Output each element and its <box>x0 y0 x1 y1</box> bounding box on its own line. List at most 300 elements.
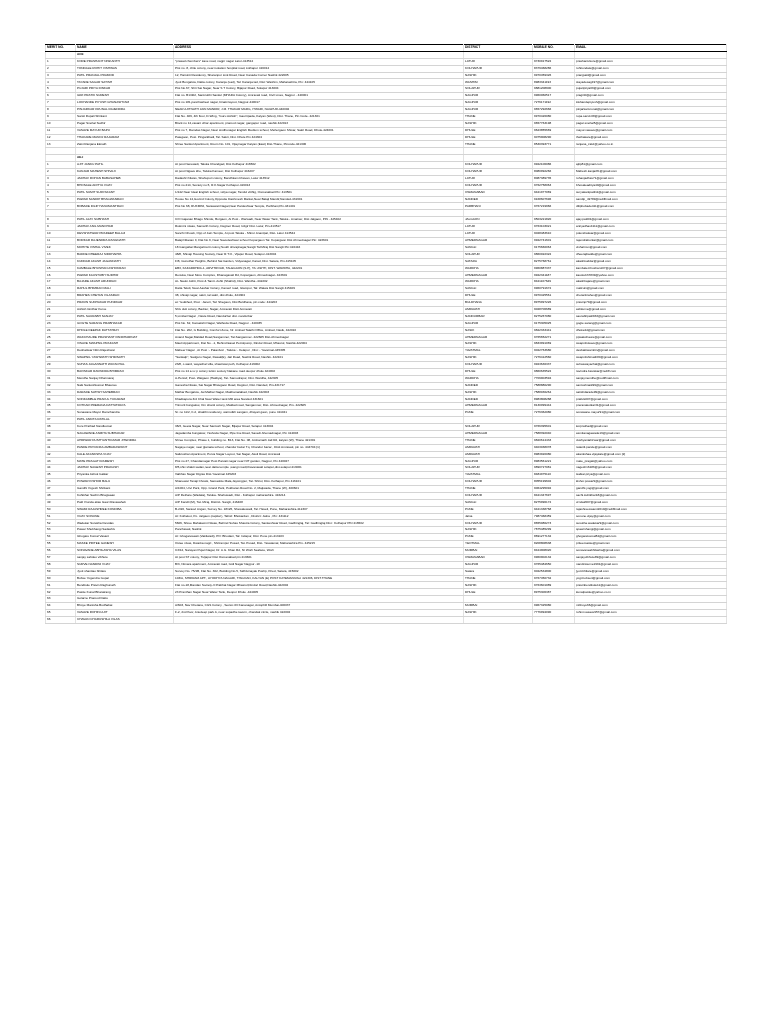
table-row <box>46 258 727 265</box>
merit-no-cell: 10 <box>46 231 76 238</box>
address-cell: Malhar Bungalow, Jai Malhar Nagar, Makhamalabad, Nashik 422003 <box>174 389 464 396</box>
address-cell: Plot no.27, Chandamagar Post Parvati nagar near NIT garden, Nagpur, Pin 440027 <box>174 458 464 465</box>
mobile-cell: 9028483610 <box>533 231 575 238</box>
mobile-cell: 9960791672 <box>533 286 575 293</box>
email-cell: priteemaske@gmail.com <box>575 541 727 548</box>
email-cell: pranjpatil@gmail.com <box>575 72 727 79</box>
district-cell <box>464 51 533 58</box>
table-row <box>46 224 727 231</box>
address-cell: at: Yeulkhed, Post : Janori, Tal: Shegaon, Dist Buldhana, pin code: 444203 <box>174 299 464 306</box>
email-cell: ppwakchaure@gmail.com <box>575 334 727 341</box>
name-cell: SURVE NANDINI VIJAY <box>76 561 174 568</box>
address-cell: C/O Gajanan Bhagu Shinde, Borgaon, At Post - Warwadi, Near Water Tank, Taluka - Amalner, Dist Jalgaon, PIN - 425402 <box>174 217 464 224</box>
mobile-cell: 8055199602 <box>533 479 575 486</box>
address-cell: Plot no.214, Society no.5, R.K.Nagar Kolhapur-416013 <box>174 182 464 189</box>
district-cell: DHULE <box>464 134 533 141</box>
email-cell: suryakantpatil11@gmail.com <box>575 189 727 196</box>
mobile-cell: 9960887337 <box>533 265 575 272</box>
name-cell: sanjay sahdeo vibhute <box>76 554 174 561</box>
merit-no-cell: 6 <box>46 196 76 203</box>
email-cell <box>575 210 727 217</box>
table-row <box>46 113 727 120</box>
address-cell: C3/12, Narayan Pujari Nagar, Dr. A.G. Khan Rd, Nr Worli Seaface, Worli <box>174 548 464 555</box>
mobile-cell: 9175666063 <box>533 244 575 251</box>
merit-no-cell: 7 <box>46 203 76 210</box>
email-cell: mayur.vasave@gmail.com <box>575 127 727 134</box>
email-cell: pagar.snehal5@gmail.com <box>575 120 727 127</box>
table-row <box>46 72 727 79</box>
email-cell: saurabhpatil933@gmail.com <box>575 313 727 320</box>
email-cell: gandhi.yogi@gmail.com <box>575 486 727 493</box>
district-cell: WASHIM <box>464 79 533 86</box>
district-cell: THANE <box>464 141 533 148</box>
address-cell: 23 Pranthan Nagar Near Water Tank, Deopur Dhule -424005 <box>174 589 464 596</box>
table-row <box>46 348 727 355</box>
district-cell: OSMANABAD <box>464 189 533 196</box>
mobile-cell: 8421107649 <box>533 279 575 286</box>
district-cell: SANGLI <box>464 286 533 293</box>
district-cell: THANE <box>464 486 533 493</box>
district-cell: AHMEDNAGAR <box>464 403 533 410</box>
email-cell: vrnda2007@gmail.com <box>575 499 727 506</box>
address-cell: Shree Complex, Phase 1, building no. B13, Flat No. 08, Ambarnath Jail Rd, kalyan (W), Thane 421301 <box>174 437 464 444</box>
address-cell: Dadashri Niwas, Shahupuri colony, Bandhkam bhavan, Latur 413512 <box>174 175 464 182</box>
address-cell <box>174 210 464 217</box>
mobile-cell: 9922106086 <box>533 162 575 169</box>
mobile-cell: 7276171192 <box>533 100 575 107</box>
email-cell: chetanbrahes@gmail.com <box>575 293 727 300</box>
email-cell: sandip_n9789@rediffmail.com <box>575 196 727 203</box>
district-cell: YAVATMAL <box>464 348 533 355</box>
district-cell: JALGAON <box>464 217 533 224</box>
name-cell: BAJARE AKASH ARUNRAO <box>76 279 174 286</box>
name-cell: Mendhe Sanjay Dharmaraj <box>76 375 174 382</box>
email-cell: akashkuddar@gmail.com <box>575 258 727 265</box>
name-cell: SWAPNIL YASHWATH SHIRSATH <box>76 355 174 362</box>
district-cell: KOLHAPUR <box>464 65 533 72</box>
address-cell: Shanewar Tanaji Chowk, Samadole Mala,Jaysingpur, Tal- Shirol, Dist- Kolhapur, Pin 416101 <box>174 479 464 486</box>
merit-no-cell: 45 <box>46 472 76 479</box>
table-row <box>46 458 727 465</box>
email-cell: ravindra.baviskar@rediff.com <box>575 368 727 375</box>
address-cell: A/P Rethare (Wadala), Taluka- Shahuwadi, Dist - Kolhapur maharashtra. 416214 <box>174 492 464 499</box>
merit-no-cell <box>46 148 76 155</box>
email-cell: pinjarkar.krunal@gmail.com <box>575 107 727 114</box>
district-cell: NASHIK <box>464 527 533 534</box>
district-cell: BULDHANA <box>464 299 533 306</box>
address-cell: At: Ghogarewasti (Vakilwadi), PO: Bhodani, Tal: Indapur, Dist: Pune pin-413103 <box>174 534 464 541</box>
mobile-cell: 8421347697 <box>533 492 575 499</box>
name-cell: LOKHANDE PIYUSH GHANASHYAM <box>76 100 174 107</box>
address-cell: A/1004, Urvi Park, Opp. Grand Park, Pokharan Road No. 2, Majiwada, Thane (W), 400601 <box>174 486 464 493</box>
name-cell: Bhoye Manisha Budhabai <box>76 603 174 610</box>
email-cell: akashbajare@gmail.com <box>575 279 727 286</box>
district-cell: AMRAVATI <box>464 444 533 451</box>
email-cell: kunalpatole@yahoo.co.in <box>575 589 727 596</box>
name-cell: CHAVAN CHARUSHILA VILAS <box>76 616 174 623</box>
email-cell: satishdarade99@gmail.com <box>575 389 727 396</box>
name-cell: BOBADE DILIP HANUMANTRAO <box>76 203 174 210</box>
merit-no-cell <box>46 210 76 217</box>
district-cell: PUNE <box>464 534 533 541</box>
name-cell: Sonawane Mayur Ramchandra <box>76 410 174 417</box>
table-row <box>46 582 727 589</box>
email-cell: mbhoye66@gmail.com <box>575 603 727 610</box>
table-row <box>46 293 727 300</box>
table-row <box>46 327 727 334</box>
name-cell: VISAVE SWAPNIL PRAKASH <box>76 341 174 348</box>
name-cell: PATIL PRANJAL PRAMOD <box>76 72 174 79</box>
mobile-cell: 8975306387 <box>533 589 575 596</box>
email-cell: isalkar.priya@gmail.com <box>575 472 727 479</box>
table-row <box>46 444 727 451</box>
table-row <box>46 499 727 506</box>
merit-no-cell: 14 <box>46 258 76 265</box>
district-cell: YEOTMAL <box>464 541 533 548</box>
address-cell: B/3, Nimara apartment, Amravati road, Gidi Nagar Nagpur -10 <box>174 561 464 568</box>
address-cell: Shiv dutt colony, Badnur, Nagar, Amravati Distt Amravati <box>174 306 464 313</box>
name-cell: KAMBALE BHUSHAN ASHOKRAO <box>76 265 174 272</box>
email-cell: anil.jadhav4111@gmail.com <box>575 224 727 231</box>
email-cell: jyoti.bhilare@gmail.com <box>575 568 727 575</box>
email-cell <box>575 148 727 155</box>
email-cell: kambale.bhushan107@gmail.com <box>575 265 727 272</box>
district-cell: KOLHAPUR <box>464 182 533 189</box>
table-row <box>46 534 727 541</box>
mobile-cell: 9960902132 <box>533 554 575 561</box>
email-cell: kaustubh7839@yahoo.com <box>575 272 727 279</box>
name-cell: KOTKAR PRERANA DATTATRAYA <box>76 403 174 410</box>
table-row <box>46 189 727 196</box>
merit-no-cell: 26 <box>46 341 76 348</box>
mobile-cell: 8655086273 <box>533 520 575 527</box>
mobile-cell: 9623855669 <box>533 127 575 134</box>
table-row <box>46 541 727 548</box>
table-row <box>46 320 727 327</box>
name-cell: PUJARI PRIYA DINKAR <box>76 86 174 93</box>
table-row <box>46 51 727 58</box>
address-cell: Anand Nagar,Maldad Road,Sangamner, Tal-Sangamner- 422605 Dist-Ahmednagar <box>174 334 464 341</box>
district-cell: SOLAPUR <box>464 251 533 258</box>
table-row <box>46 368 727 375</box>
address-cell: A-Period; Post- Waigaon (Haldiya), Tal- Samudrapur, Dist. Wardha, 442305 <box>174 375 464 382</box>
name-cell: Pawar Shubhangi Sadashiv <box>76 527 174 534</box>
address-cell: 23/8, c-ward, wayachal villa, shastrawi peth, Kolhapur-416002 <box>174 361 464 368</box>
address-cell: Flat no-18,Mandan Society-3 Prabhat Nagar Mhasrul,Dindori Road,Nashik-422004 <box>174 582 464 589</box>
mobile-cell: 9403038078 <box>533 444 575 451</box>
mobile-cell: 9763103021 <box>533 224 575 231</box>
name-cell: GOGTE SARANG PRABHAKAR <box>76 320 174 327</box>
mobile-cell: 8424908020 <box>533 548 575 555</box>
table-row <box>46 361 727 368</box>
address-cell: Renuka, Near More Complex, Dhanagavali Rd, Kopargaon, Ahmednagar- 423601 <box>174 272 464 279</box>
address-cell: Jagadamba bungalow, Yashoda Nagar, Pipe line Road, Savedi Ahemadnagar, Pin 414003 <box>174 430 464 437</box>
merit-list-sheet <box>45 44 726 624</box>
name-cell: PAWAR SANDIP BHAGWANRAO <box>76 196 174 203</box>
address-cell: "prasad chembers" kave road, nagpr nagar Latur-413512 <box>174 58 464 65</box>
mobile-cell: 9860635522 <box>533 368 575 375</box>
table-row <box>46 299 727 306</box>
table-row <box>46 58 727 65</box>
merit-no-cell: 50 <box>46 506 76 513</box>
email-cell: Mahesh.kanjar81@gmail.com <box>575 169 727 176</box>
table-row <box>46 306 727 313</box>
address-cell: Ostee nivas, Dwarka nagri , Shrirampur Pusad, Tal- Pusad, Dist- Yavatamal, Maharashtra Pin- 445215 <box>174 541 464 548</box>
address-cell: Plot No. 62, Kamakshi Nagar, Wathoda Road, Nagpur - 440035 <box>174 320 464 327</box>
table-row <box>46 430 727 437</box>
merit-no-cell: 1 <box>46 162 76 169</box>
merit-no-cell: 62 <box>46 589 76 596</box>
email-cell: spawrshangi@gmail.com <box>575 527 727 534</box>
email-cell: prashantvkore@gmail.com <box>575 58 727 65</box>
address-cell: NEAR AJITNATH JAIN MANDIR, J.M. THAKAR MARG, ITWARI, NAGPUR-440002 <box>174 107 464 114</box>
mobile-cell: 9064295092 <box>533 486 575 493</box>
district-cell: LATUR <box>464 58 533 65</box>
name-cell: DHOLE DEEPAK DATTATRAY <box>76 327 174 334</box>
merit-no-cell: 34 <box>46 396 76 403</box>
name-cell: TAYADE SAGAR SATISH <box>76 79 174 86</box>
merit-no-cell: 4 <box>46 182 76 189</box>
name-cell: Priyanka Ashok Isalkar <box>76 472 174 479</box>
table-row <box>46 93 727 100</box>
district-cell: NASHIK <box>464 582 533 589</box>
district-cell: SOLAPUR <box>464 423 533 430</box>
merit-no-cell: 48 <box>46 492 76 499</box>
address-cell: At: Kolhekot, Po. Jalgaon (capital ), Tahsil: Bhokardan , District: Jalna , Pin: 431112 <box>174 513 464 520</box>
email-cell <box>575 417 727 424</box>
district-cell: LATUR <box>464 175 533 182</box>
merit-no-cell: 58 <box>46 561 76 568</box>
name-cell: THAKARE MANOJ RAJARAM <box>76 134 174 141</box>
district-cell: MUMBAI <box>464 603 533 610</box>
merit-no-cell: 11 <box>46 127 76 134</box>
address-cell: Maheer Nagar , At Post :- Patanbori , Taluka :- Kelapur , Dist :- Yavatmal-445305 <box>174 348 464 355</box>
name-cell: PATIL AJAY SUBHASH <box>76 217 174 224</box>
address-cell: Plot No.67, Shri Sai Nagar, Near S T Colony, Bijapur Road, Solapur 413004 <box>174 86 464 93</box>
mobile-cell: 9175305025 <box>533 320 575 327</box>
address-cell: Rukmini niwas, Samarth Colony, Degloor Road, Udgir Dist. Latur, Pin-413517 <box>174 224 464 231</box>
name-cell: MATE PRAGATI RAMESH <box>76 458 174 465</box>
merit-no-cell: 61 <box>46 582 76 589</box>
table-row <box>46 237 727 244</box>
merit-no-cell: 15 <box>46 265 76 272</box>
mobile-cell: 9820614433 <box>533 437 575 444</box>
table-row <box>46 382 727 389</box>
district-cell: THANE <box>464 575 533 582</box>
mobile-cell: 8691277132 <box>533 534 575 541</box>
merit-no-cell: 38 <box>46 423 76 430</box>
name-cell: Patil Vrunda alias Gauri Ravasaheb <box>76 499 174 506</box>
email-cell: sonune.vijay@gmail.com <box>575 513 727 520</box>
address-cell: 103/A, SHRIRAM APT., AYODHYA NAGARI, TISGOAN, KALYAN (E) POST KATEMANIVALI 421306, DIST.THANE <box>174 575 464 582</box>
name-cell: MASKE PRITEE GANESH <box>76 541 174 548</box>
merit-no-cell: 54 <box>46 534 76 541</box>
merit-no-cell: 52 <box>46 520 76 527</box>
address-cell: Mauli Appartment, Flat No. -1, Behind Easel Petrolpump, Dindori Road, Mhasrul, Nashik-422004 <box>174 341 464 348</box>
mobile-cell <box>533 417 575 424</box>
mobile-cell: 8275996172 <box>533 499 575 506</box>
name-cell: VASAVE MAYUR BAPU <box>76 127 174 134</box>
merit-no-cell: 42 <box>46 451 76 458</box>
merit-no-cell: 53 <box>46 527 76 534</box>
merit-no-cell: 8 <box>46 107 76 114</box>
district-cell: YAVATMAL <box>464 472 533 479</box>
address-cell: 48/8, Shivaji Housing Society, Near R.T.O., Vijapur Road, Solapur-413004 <box>174 251 464 258</box>
header-mobile: MOBILE NO. <box>533 45 575 52</box>
merit-no-cell: 32 <box>46 382 76 389</box>
table-row <box>46 410 727 417</box>
email-cell: sanjaymendhe@rediffmail.com <box>575 375 727 382</box>
merit-no-cell: 21 <box>46 306 76 313</box>
district-cell: AHMEDNAGAR <box>464 237 533 244</box>
district-cell: WARDHA <box>464 279 533 286</box>
district-cell: NASHIK <box>464 389 533 396</box>
name-cell: Jyoti shantiao bhilare <box>76 568 174 575</box>
merit-no-cell <box>46 51 76 58</box>
mobile-cell: 9767450732 <box>533 575 575 582</box>
district-cell: NAGPUR <box>464 458 533 465</box>
district-cell: SATARA <box>464 258 533 265</box>
mobile-cell <box>533 155 575 162</box>
district-cell: NANDURBAR <box>464 313 533 320</box>
table-row <box>46 65 727 72</box>
address-cell: Jyoti Bungalow, Datta colony, Karanja (Lad), Tal: Karanja lad, Dist: Washim, Maharashtra, Pin: 444105 <box>174 79 464 86</box>
merit-no-cell: 43 <box>46 458 76 465</box>
name-cell: PRAVIN SUDHAKAR PUNDKAR <box>76 299 174 306</box>
mobile-cell: 9922341187 <box>533 272 575 279</box>
merit-no-cell: 13 <box>46 251 76 258</box>
mobile-cell: 9922741601 <box>533 237 575 244</box>
table-row <box>46 272 727 279</box>
address-cell <box>174 51 464 58</box>
table-row <box>46 561 727 568</box>
merit-no-cell: 13 <box>46 141 76 148</box>
merit-no-cell: 49 <box>46 499 76 506</box>
name-cell: SWAMI RAJASHREE KONDIBA <box>76 506 174 513</box>
district-cell: DHULE <box>464 127 533 134</box>
district-cell: KOLHAPUR <box>464 520 533 527</box>
table-row <box>46 127 727 134</box>
table-row <box>46 375 727 382</box>
email-cell: pravinp79@gmail.com <box>575 299 727 306</box>
address-cell: 38/3, Geeta Nagar, Near Santosh Nagar, Bijapur Road, Solapur 413004 <box>174 423 464 430</box>
table-row <box>46 568 727 575</box>
table-row <box>46 341 727 348</box>
table-row <box>46 86 727 93</box>
mobile-cell <box>533 596 575 603</box>
merit-no-cell: 8 <box>46 217 76 224</box>
name-cell: Patole Kunal Bharatrang <box>76 589 174 596</box>
name-cell: PATIL ANKITA RATILAL <box>76 417 174 424</box>
merit-no-cell: 9 <box>46 224 76 231</box>
mobile-cell: 9881208900 <box>533 86 575 93</box>
email-cell: sanjayvibhute89@gmail.com <box>575 554 727 561</box>
email-cell: thethakare@gmail.com <box>575 134 727 141</box>
address-cell: Flat No. 409, 4th floor, D-Wing, "Guru Ashish", Gaurripada, Kalyan (West), Dist. Thane, Pin Code- 421301 <box>174 113 464 120</box>
name-cell: Naik Santoshkumar Bhaurao <box>76 382 174 389</box>
email-cell: swapnilshirsath80@gmail.com <box>575 355 727 362</box>
district-cell: DHULE <box>464 368 533 375</box>
mobile-cell: 7776994090 <box>533 610 575 617</box>
email-cell: vishalmvn@gmail.com <box>575 244 727 251</box>
address-cell: Khadkapura 3rd Chal Near Water tank Mill area Nanded 431601 <box>174 396 464 403</box>
email-cell: korprathad@gmail.com <box>575 423 727 430</box>
name-cell: Wadekar Surekha Devidas <box>76 520 174 527</box>
email-cell: rohanjadhav71@gmail.com <box>575 175 727 182</box>
header-address: ADDRESS <box>174 45 464 52</box>
merit-no-cell: 7 <box>46 100 76 107</box>
district-cell: NAGPUR <box>464 320 533 327</box>
mobile-cell <box>533 148 575 155</box>
email-cell: lokhandepiyush@gmail.com <box>575 100 727 107</box>
merit-no-cell: 19 <box>46 293 76 300</box>
district-cell <box>464 417 533 424</box>
district-cell: NANDED <box>464 396 533 403</box>
district-cell: NANDED <box>464 382 533 389</box>
merit-no-cell: 60 <box>46 575 76 582</box>
district-cell: LATUR <box>464 224 533 231</box>
table-row <box>46 141 727 148</box>
email-cell: dhoke4d@gmail.com <box>575 327 727 334</box>
email-cell: rohitondale@gmail.com <box>575 65 727 72</box>
address-cell: EB3, KAKADDHRA-1, ARVITROAD, TALEGAON (S.P), TA: ASHTI, DIST. WARDHA, 442201 <box>174 265 464 272</box>
name-cell: KORE PRASHANT NISKANTH <box>76 58 174 65</box>
email-cell: bhosaleaditya40@gmail.com <box>575 182 727 189</box>
merit-no-cell: 3 <box>46 175 76 182</box>
district-cell: SOLAPUR <box>464 465 533 472</box>
email-cell: gogte.sarang@gmail.com <box>575 320 727 327</box>
merit-no-cell: 47 <box>46 486 76 493</box>
table-row <box>46 389 727 396</box>
email-cell: sonawane.mayur91@gmail.com <box>575 410 727 417</box>
table-row <box>46 616 727 623</box>
mobile-cell: 9970425561 <box>533 293 575 300</box>
table-row <box>46 548 727 555</box>
merit-no-cell: 27 <box>46 348 76 355</box>
table-row <box>46 162 727 169</box>
address-cell: Sr. no 11/2, F-2, shakthi residency, warrudkh sangam, dhayari gaon, pune 411041 <box>174 410 464 417</box>
name-cell: AJIT JANKU PATIL <box>76 162 174 169</box>
table-row <box>46 231 727 238</box>
merit-no-cell: 10 <box>46 120 76 127</box>
address-cell: 1/142 Near Ideal English school, vidya nagar, Tandul vitthig, Osmanabad Pin: 413501 <box>174 189 464 196</box>
name-cell: KUDDAR AKASH JAGANNATH <box>76 258 174 265</box>
district-cell: NASHIK <box>464 72 533 79</box>
district-cell: PARBHANI <box>464 203 533 210</box>
header-email: EMAIL <box>575 45 727 52</box>
header-merit-no: MERIT NO. <box>46 45 76 52</box>
address-cell: At post Nerewadi, Taluka Chandgad, Dist Kolhapur 416502 <box>174 162 464 169</box>
table-row <box>46 210 727 217</box>
email-cell: sachi.kuhikhar18@gmail.com <box>575 492 727 499</box>
mobile-cell: 8983808288 <box>533 396 575 403</box>
address-cell: Pategaon, Post. Pingarkhadi, Tal. Sakri, Dist. Dhule Pin 424304 <box>174 134 464 141</box>
district-cell: KOLHAPUR <box>464 361 533 368</box>
table-row <box>46 244 727 251</box>
mobile-cell: 9762758063 <box>533 182 575 189</box>
district-cell: AHMEDNAGAR <box>464 272 533 279</box>
district-cell: KOLHAPUR <box>464 162 533 169</box>
email-cell: malirui1@gmail.com <box>575 286 727 293</box>
district-cell: PUNE <box>464 410 533 417</box>
mobile-cell: 7709903594 <box>533 375 575 382</box>
name-cell <box>76 148 174 155</box>
address-cell: 12, Harsinti Residency, Sharanpur Link Road, Near Canada Corner Nashik 422005 <box>174 72 464 79</box>
mobile-cell: 9765652271 <box>533 334 575 341</box>
email-cell: rohini.vasave957@gmail.com <box>575 610 727 617</box>
address-cell: 8/5,shiv shakti sadan,near datta temple ,wangi road,bhavanasali solapur,dist-solapur.413001 <box>174 465 464 472</box>
address-cell: Plot No 68, RUKMINI, Saraswati Nagar,Near Pardeshwar Temple, Parbhani,Pin-431401 <box>174 203 464 210</box>
